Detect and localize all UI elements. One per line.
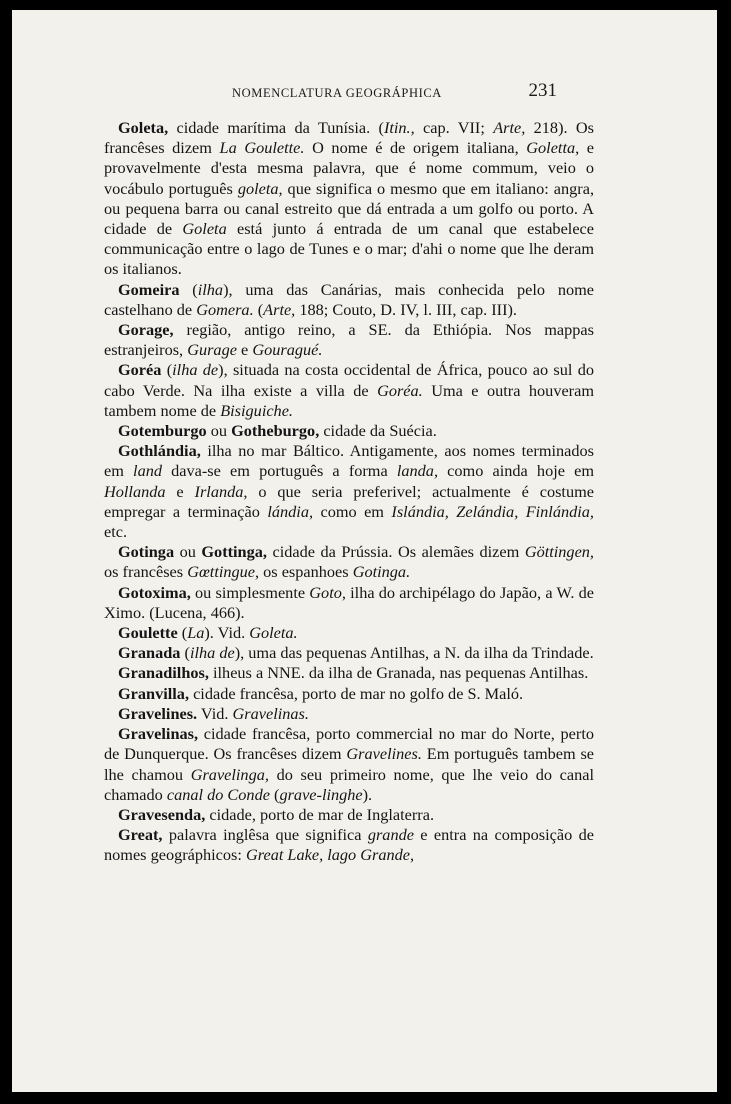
dictionary-entry (104, 583, 594, 623)
italic-term: grande (367, 825, 414, 845)
entry-text: Uma e outra houveram tambem nome de (104, 380, 594, 420)
entry-text: e (165, 481, 195, 501)
entry-headword: Gravelines. (118, 703, 198, 723)
entry-text: ilheus a NNE. da ilha de Granada, nas pequenas Antilhas. (208, 663, 589, 683)
entry-text: e (236, 340, 253, 360)
entry-text: ( (269, 784, 280, 804)
entry-headword: Gotoxima, (118, 582, 191, 602)
book-page (12, 10, 717, 1092)
dictionary-entries (104, 118, 594, 866)
entry-text: palavra inglêsa que significa (162, 825, 368, 845)
entry-headword: Goulette (118, 623, 178, 643)
italic-term: Bisiguiche. (220, 400, 293, 420)
entry-text: ( (177, 623, 188, 643)
entry-headword: Gotemburgo (118, 421, 207, 441)
entry-text: região, antigo reino, a SE. da Ethiópia. Nos mappas estranjeiros, (104, 320, 594, 360)
italic-term: Gravelines. (346, 744, 422, 764)
entry-text: está junto á entrada de um canal que estabelece communicação entre o lago de Tunes e o mar; d'ahi o nome que lhe deram os italianos. (104, 219, 594, 279)
entry-text: Em português tambem se lhe chamou (104, 744, 595, 784)
entry-text: como ainda hoje em (438, 461, 594, 481)
entry-text: ilha no mar Báltico. Antigamente, aos nomes terminados em (104, 441, 594, 481)
italic-term: lándia, (267, 501, 314, 521)
page-header (12, 80, 717, 104)
entry-text: 218). Os francêses dizem (104, 118, 594, 158)
italic-term: Goleta. (249, 623, 298, 643)
italic-term: Göttingen, (524, 542, 594, 562)
entry-text: dava-se em português a forma (162, 461, 397, 481)
italic-term: Goleta (182, 219, 227, 239)
italic-term: goleta, (237, 178, 283, 198)
page-number: 231 (528, 80, 557, 101)
italic-term: Gurage (187, 340, 237, 360)
entry-text: ou (174, 542, 202, 562)
entry-text: Vid. (197, 703, 233, 723)
entry-text: o que seria preferivel; actualmente é costume empregar a terminação (104, 481, 594, 521)
dictionary-entry (104, 825, 594, 865)
italic-term: Arte, (263, 299, 296, 319)
dictionary-entry (104, 623, 594, 643)
entry-text: cidade francêsa, porto commercial no mar do Norte, perto de Dunquerque. Os francêses dizem (104, 724, 594, 764)
italic-term: Goréa. (377, 380, 423, 400)
entry-variant-headword: Gottinga, (201, 542, 267, 562)
entry-text: ), situada na costa occidental de África, pouco ao sul do cabo Verde. Na ilha existe a villa de (104, 360, 595, 400)
dictionary-entry (104, 724, 594, 805)
italic-term: grave-linghe (279, 784, 363, 804)
italic-term: Gotinga. (352, 562, 411, 582)
italic-term: ilha de (172, 360, 219, 380)
entry-text: ( (180, 643, 190, 663)
italic-term: canal do Conde (166, 784, 270, 804)
entry-text: ). (362, 784, 373, 804)
italic-term: La Goulette. (219, 138, 305, 158)
italic-term: Hollanda (104, 481, 166, 501)
entry-text: cidade da Prússia. Os alemães dizem (266, 542, 525, 562)
dictionary-entry (104, 118, 594, 280)
italic-term: ilha (197, 279, 224, 299)
dictionary-entry (104, 421, 594, 441)
italic-term: La (187, 623, 205, 643)
dictionary-entry (104, 663, 594, 683)
italic-term: Gravelinga, (190, 764, 269, 784)
italic-term: Itin., (383, 118, 415, 137)
dictionary-entry (104, 320, 594, 360)
entry-text: etc. (104, 522, 128, 542)
entry-variant-headword: Gotheburgo, (231, 421, 320, 441)
entry-headword: Gorage, (118, 320, 174, 340)
entry-headword: Gomeira (118, 279, 180, 299)
entry-headword: Goleta, (118, 118, 169, 137)
italic-term: Gouragué. (252, 340, 323, 360)
entry-text: ), uma das Canárias, mais conhecida pelo nome castelhano de (104, 279, 594, 319)
entry-text: que significa o mesmo que em italiano: angra, ou pequena barra ou canal estreito que dá entrada a um golfo ou porto. A cidade de (104, 178, 595, 239)
dictionary-entry (104, 360, 594, 421)
entry-headword: Gotinga (118, 542, 175, 562)
entry-headword: Gravelinas, (118, 724, 199, 744)
italic-term: ilha de (189, 643, 235, 663)
entry-headword: Granadilhos, (118, 663, 209, 683)
italic-term: Goletta, (526, 138, 580, 158)
entry-text: ( (179, 279, 198, 299)
italic-term: Great Lake, lago Grande, (245, 845, 415, 865)
entry-text: cidade francêsa, porto de mar no golfo de S. Maló. (189, 683, 524, 703)
entry-headword: Gothlándia, (118, 441, 201, 461)
entry-headword: Granada (118, 643, 181, 663)
italic-term: Islándia, Zelándia, Finlándia, (391, 501, 594, 521)
entry-text: ou (206, 421, 232, 441)
entry-headword: Granvilla, (118, 683, 190, 703)
italic-term: Gomera. (196, 299, 254, 319)
dictionary-entry (104, 542, 594, 582)
dictionary-entry (104, 805, 594, 825)
entry-headword: Goréa (118, 360, 162, 380)
entry-text: ). Vid. (204, 623, 250, 643)
entry-text: cidade da Suécia. (319, 421, 437, 441)
dictionary-entry (104, 704, 594, 724)
entry-text: os francêses (104, 562, 188, 582)
entry-text: cap. VII; (414, 118, 494, 137)
italic-term: landa, (396, 461, 439, 481)
entry-text: e provavelmente d'esta mesma palavra, que é nome commum, veio o vocábulo português (104, 138, 595, 198)
running-head: NOMENCLATURA GEOGRÁPHICA (232, 86, 442, 100)
entry-headword: Great, (118, 825, 163, 845)
entry-text: ilha do archipélago do Japão, a W. de Ximo. (Lucena, 466). (104, 582, 594, 622)
entry-text: e entra na composição de nomes geográphicos: (104, 825, 594, 865)
entry-text: cidade, porto de mar de Inglaterra. (205, 804, 435, 824)
italic-term: Irlanda, (194, 481, 248, 501)
entry-text: cidade marítima da Tunísia. ( (168, 118, 384, 137)
entry-text: 188; Couto, D. IV, l. III, cap. III). (295, 299, 517, 319)
italic-term: Goto, (309, 582, 346, 602)
entry-text: ( (253, 299, 264, 319)
entry-text: do seu primeiro nome, que lhe veio do canal chamado (104, 764, 594, 804)
dictionary-entry (104, 441, 594, 542)
italic-term: Arte, (493, 118, 526, 137)
entry-text: ou simplesmente (190, 582, 310, 602)
dictionary-entry (104, 684, 594, 704)
entry-headword: Gravesenda, (118, 804, 206, 824)
italic-term: Gœttingue, (187, 562, 260, 582)
italic-term: land (133, 461, 162, 481)
entry-text: ( (161, 360, 173, 380)
dictionary-entry (104, 643, 594, 663)
dictionary-entry (104, 280, 594, 320)
entry-text: os espanhoes (259, 562, 353, 582)
entry-text: O nome é de origem italiana, (304, 138, 527, 158)
italic-term: Gravelinas. (232, 703, 309, 723)
entry-text: ), uma das pequenas Antilhas, a N. da ilha da Trindade. (234, 643, 594, 663)
entry-text: como em (313, 501, 392, 521)
